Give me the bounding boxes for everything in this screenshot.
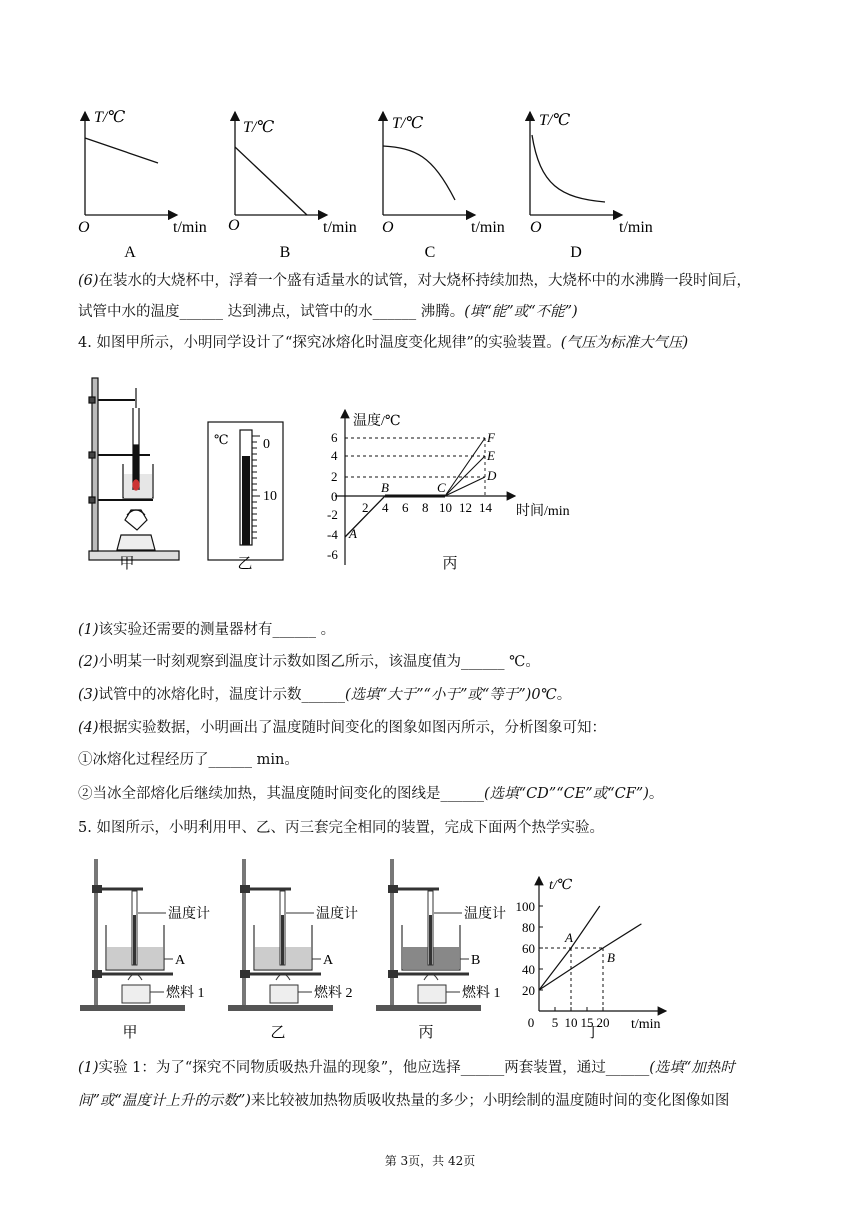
thermometer-figure bbox=[208, 422, 283, 560]
graph-a bbox=[78, 109, 207, 236]
x-axis-label: t/min bbox=[173, 219, 207, 236]
q3-part6-line1 bbox=[78, 271, 751, 291]
temperature-graph-ding bbox=[516, 877, 667, 1041]
x-tick-label: 5 bbox=[551, 1015, 559, 1030]
stand-rod bbox=[94, 859, 98, 1005]
question-text: 。 bbox=[556, 687, 572, 703]
graph-b bbox=[228, 112, 357, 236]
point-label: A bbox=[349, 526, 357, 541]
burner bbox=[418, 985, 446, 1003]
graph-c bbox=[382, 112, 505, 236]
q3-graphs-svg bbox=[70, 100, 710, 265]
question-text: min。 bbox=[252, 752, 299, 768]
answer-blank[interactable]: ______ bbox=[272, 622, 317, 638]
answer-blank[interactable]: ______ bbox=[208, 752, 252, 768]
series-line-B bbox=[539, 924, 641, 990]
burner bbox=[270, 985, 298, 1003]
graph-label-a: A bbox=[124, 244, 136, 261]
stand-base bbox=[376, 1005, 481, 1011]
x-axis-label: t/min bbox=[471, 219, 505, 236]
figure-label: 乙 bbox=[237, 556, 253, 572]
x-axis-label: t/min bbox=[631, 1017, 661, 1032]
figure-label: 丁 bbox=[585, 1025, 601, 1041]
figure-label: 丙 bbox=[418, 1025, 434, 1041]
x-tick-label: 15 bbox=[580, 1015, 594, 1030]
x-axis-label: 时间/min bbox=[516, 504, 570, 519]
q3-part6-line2 bbox=[78, 302, 578, 322]
question-text: 。 bbox=[648, 786, 664, 802]
answer-blank[interactable]: ______ bbox=[605, 1060, 650, 1076]
stand-rod bbox=[242, 859, 246, 1005]
temperature-time-graph bbox=[327, 410, 570, 565]
heating-apparatus-bing bbox=[376, 859, 506, 1041]
q5-part1-line2 bbox=[78, 1091, 729, 1111]
series-label: B bbox=[607, 950, 615, 965]
y-tick: -2 bbox=[327, 507, 338, 522]
y-axis-label: T/℃ bbox=[392, 115, 424, 132]
q4-part2 bbox=[78, 652, 540, 672]
question-text: ②当冰全部熔化后继续加热，其温度随时间变化的图线是 bbox=[78, 786, 441, 802]
stand-base bbox=[228, 1005, 333, 1011]
q5-figures bbox=[78, 855, 668, 1050]
q3-graphs bbox=[70, 100, 710, 265]
melting-apparatus bbox=[89, 378, 179, 560]
q4-part4 bbox=[78, 718, 606, 738]
part-number: (3) bbox=[78, 687, 99, 703]
y-tick-label: 80 bbox=[522, 920, 535, 935]
origin-label: O bbox=[228, 217, 240, 234]
question-text: 实验 1：为了“探究不同物质吸热升温的现象”，他应选择 bbox=[98, 1060, 461, 1076]
thermometer-liquid bbox=[429, 915, 432, 965]
figure-label: 甲 bbox=[119, 556, 135, 572]
y-tick-label: 40 bbox=[522, 962, 535, 977]
heating-apparatus-jia bbox=[80, 859, 210, 1041]
part-number: (4) bbox=[78, 720, 99, 736]
x-tick: 10 bbox=[439, 500, 452, 515]
graph-label-d: D bbox=[570, 244, 582, 261]
x-tick: 2 bbox=[362, 500, 369, 515]
answer-blank[interactable]: ______ bbox=[301, 687, 346, 703]
origin-label: O bbox=[78, 219, 90, 236]
fuel-label: 燃料 1 bbox=[166, 986, 205, 1001]
x-tick-label: 20 bbox=[596, 1015, 610, 1030]
question-text: 在装水的大烧杯中，浮着一个盛有适量水的试管，对大烧杯持续加热，大烧杯中的水沸腾一段时间后， bbox=[98, 273, 752, 289]
thermometer-mark-0: 0 bbox=[263, 437, 270, 452]
origin-label: O bbox=[382, 219, 394, 236]
question-text: 根据实验数据，小明画出了温度随时间变化的图象如图丙所示，分析图象可知： bbox=[98, 720, 607, 736]
part-number: (6) bbox=[78, 273, 99, 289]
heating-apparatus-yi bbox=[228, 859, 358, 1041]
hint-text: (填“能”或“不能”) bbox=[464, 304, 578, 320]
y-tick-label: 60 bbox=[522, 941, 535, 956]
question-text: 达到沸点，试管中的水 bbox=[223, 304, 373, 320]
stand-rod bbox=[390, 859, 394, 1005]
figure-label: 甲 bbox=[122, 1025, 138, 1041]
y-tick: 6 bbox=[331, 430, 338, 445]
question-text: 小明某一时刻观察到温度计示数如图乙所示，该温度值为 bbox=[98, 654, 462, 670]
question-text: 试管中水的温度 bbox=[78, 304, 180, 320]
question-text: 该实验还需要的测量器材有 bbox=[98, 622, 273, 638]
stand-base bbox=[80, 1005, 185, 1011]
q4-figures bbox=[75, 370, 595, 575]
point-label: E bbox=[487, 448, 495, 463]
q4-sub2 bbox=[78, 784, 663, 804]
liquid-label: B bbox=[471, 953, 481, 968]
fuel-label: 燃料 1 bbox=[462, 986, 501, 1001]
thermometer-mark-10: 10 bbox=[263, 489, 277, 504]
q4-part3 bbox=[78, 685, 571, 705]
answer-blank[interactable]: ______ bbox=[372, 304, 417, 320]
question-text: 两套装置，通过 bbox=[504, 1060, 606, 1076]
q5-part1-line1 bbox=[78, 1058, 735, 1078]
point-label: D bbox=[487, 468, 497, 483]
answer-blank[interactable]: ______ bbox=[460, 1060, 505, 1076]
y-tick: 4 bbox=[331, 448, 338, 463]
answer-blank[interactable]: ______ bbox=[179, 304, 223, 320]
figure-label: 丙 bbox=[442, 556, 458, 572]
liquid-label: A bbox=[175, 953, 186, 968]
y-tick-label: 20 bbox=[522, 983, 535, 998]
thermometer-unit: ℃ bbox=[214, 432, 229, 447]
thermometer-liquid bbox=[281, 915, 284, 965]
q5-figures-svg bbox=[78, 855, 668, 1050]
part-number: (1) bbox=[78, 1060, 99, 1076]
x-tick: 14 bbox=[479, 500, 492, 515]
answer-blank[interactable]: ______ bbox=[440, 786, 484, 802]
y-tick: -6 bbox=[327, 547, 338, 562]
q4-part1 bbox=[78, 620, 335, 640]
answer-blank[interactable]: ______ bbox=[461, 654, 505, 670]
question-text: 试管中的冰熔化时，温度计示数 bbox=[98, 687, 302, 703]
hint-text: (选填“CD”“CE”或“CF”) bbox=[484, 786, 649, 802]
question-text: 如图甲所示，小明同学设计了“探究冰熔化时温度变化规律”的实验装置。 bbox=[91, 335, 561, 351]
question-number: 4. bbox=[78, 335, 92, 351]
y-axis-label: T/℃ bbox=[94, 109, 126, 126]
thermometer-label: 温度计 bbox=[316, 907, 358, 922]
y-tick: -4 bbox=[327, 527, 338, 542]
y-axis-label: T/℃ bbox=[243, 119, 275, 136]
point-label: C bbox=[437, 480, 446, 495]
q4-sub1 bbox=[78, 750, 299, 770]
x-tick: 6 bbox=[402, 500, 409, 515]
hint-text: (气压为标准大气压) bbox=[560, 335, 689, 351]
thermometer-liquid bbox=[133, 915, 136, 965]
y-axis-label: T/℃ bbox=[539, 112, 571, 129]
x-tick-label: 10 bbox=[564, 1015, 578, 1030]
x-tick-label: 0 bbox=[527, 1015, 535, 1030]
part-number: (1) bbox=[78, 622, 99, 638]
figure-label: 乙 bbox=[270, 1025, 286, 1041]
origin-label: O bbox=[530, 219, 542, 236]
y-tick: 0 bbox=[331, 489, 338, 504]
page-footer: 第 3页，共 42页 bbox=[384, 1154, 476, 1168]
hint-text: (选填“加热时 bbox=[649, 1060, 735, 1076]
question-text: 沸腾。 bbox=[416, 304, 465, 320]
hint-text: 间”或“温度计上升的示数”) bbox=[78, 1093, 251, 1109]
burner bbox=[122, 985, 150, 1003]
y-axis-label: t/℃ bbox=[549, 878, 573, 893]
series-label: A bbox=[565, 930, 573, 945]
point-label: F bbox=[487, 430, 495, 445]
x-tick: 8 bbox=[422, 500, 429, 515]
thermometer-label: 温度计 bbox=[464, 907, 506, 922]
q4-title bbox=[78, 333, 688, 353]
liquid-label: A bbox=[323, 953, 334, 968]
x-axis-label: t/min bbox=[619, 219, 653, 236]
question-text: ①冰熔化过程经历了 bbox=[78, 752, 209, 768]
point-label: B bbox=[381, 480, 389, 495]
x-axis-label: t/min bbox=[323, 219, 357, 236]
hint-text: (选填“大于”“小于”或“等于”)0℃ bbox=[345, 687, 557, 703]
graph-d bbox=[530, 112, 653, 236]
x-tick: 4 bbox=[382, 500, 389, 515]
y-axis-label: 温度/℃ bbox=[353, 414, 401, 429]
graph-label-b: B bbox=[279, 244, 291, 261]
question-text: 来比较被加热物质吸收热量的多少；小明绘制的温度随时间的变化图像如图 bbox=[250, 1093, 730, 1109]
y-tick-label: 100 bbox=[515, 899, 535, 914]
graph-label-c: C bbox=[424, 244, 436, 261]
thermometer-label: 温度计 bbox=[168, 907, 210, 922]
question-text: ℃。 bbox=[504, 654, 540, 670]
question-text: 。 bbox=[316, 622, 336, 638]
x-tick: 12 bbox=[459, 500, 472, 515]
q5-title: 5. 如图所示，小明利用甲、乙、丙三套完全相同的装置，完成下面两个热学实验。 bbox=[78, 820, 604, 836]
fuel-label: 燃料 2 bbox=[314, 986, 353, 1001]
q4-figures-svg bbox=[75, 370, 595, 575]
y-tick: 2 bbox=[331, 469, 338, 484]
part-number: (2) bbox=[78, 654, 99, 670]
